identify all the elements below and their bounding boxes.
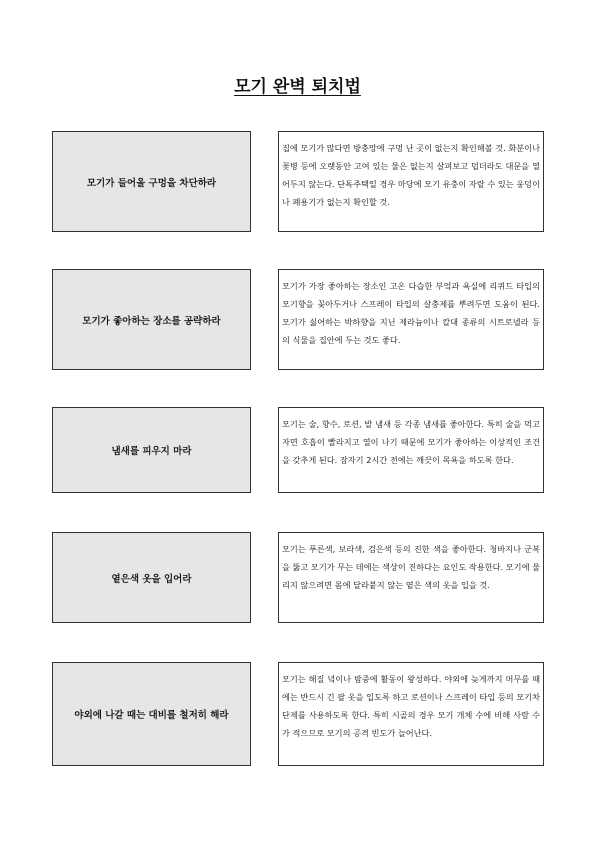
section-2-text: 모기가 가장 좋아하는 장소인 고온 다습한 부엌과 욕실에 리퀴드 타입의 모기향을 꽂아두거나 스프레이 타입의 살충제를 뿌려두면 도움이 된다. 모기가 싫어하는 박하향을 지닌 제라늄이나 칼대 종류의 시트로넬라 등의 식물을 집안에 두는 것도 좋다. [278,269,544,370]
section-3 [52,407,544,493]
section-4 [52,532,544,623]
section-5 [52,662,544,766]
section-3-heading: 냄새를 피우지 마라 [52,407,251,493]
document-title [0,72,595,97]
section-5-heading: 야외에 나갈 때는 대비를 철저히 해라 [52,662,251,766]
document-title-text: 모기 완벽 퇴치법 [234,77,361,97]
section-1-heading: 모기가 들어올 구멍을 차단하라 [52,131,251,232]
section-5-text: 모기는 해질 녘이나 밤중에 활동이 왕성하다. 야외에 늦게까지 머무를 때에는 반드시 긴 팔 옷을 입도록 하고 로션이나 스프레이 타입 등의 모기차단제를 사용하도록 한다. 특히 시골의 경우 모기 개체 수에 비해 사람 수가 적으므로 모기의 공격 빈도가 늘어난다. [278,662,544,766]
section-1-text: 집에 모기가 많다면 방충망에 구멍 난 곳이 없는지 확인해볼 것. 화분이나 꽃병 등에 오랫동안 고여 있는 물은 없는지 살펴보고 덥더라도 대문을 열어두지 않는다. 단독주택일 경우 마당에 모기 유충이 자랄 수 있는 웅덩이나 폐용기가 없는지 확인할 것. [278,131,544,232]
section-4-heading: 옅은색 옷을 입어라 [52,532,251,623]
section-2-heading: 모기가 좋아하는 장소를 공략하라 [52,269,251,370]
section-2 [52,269,544,370]
section-4-text: 모기는 푸른색, 보라색, 검은색 등의 진한 색을 좋아한다. 청바지나 군복을 뚫고 모기가 무는 데에는 색상이 진하다는 요인도 작용한다. 모기에 물리지 않으려면 몸에 달라붙지 않는 옅은 색의 옷을 입을 것. [278,532,544,623]
section-1 [52,131,544,232]
section-3-text: 모기는 술, 향수, 로션, 발 냄새 등 각종 냄새를 좋아한다. 특히 술을 먹고 자면 호흡이 빨라지고 열이 나기 때문에 모기가 좋아하는 이상적인 조건을 갖추게 된다. 잠자기 2시간 전에는 깨끗이 목욕을 하도록 한다. [278,407,544,493]
